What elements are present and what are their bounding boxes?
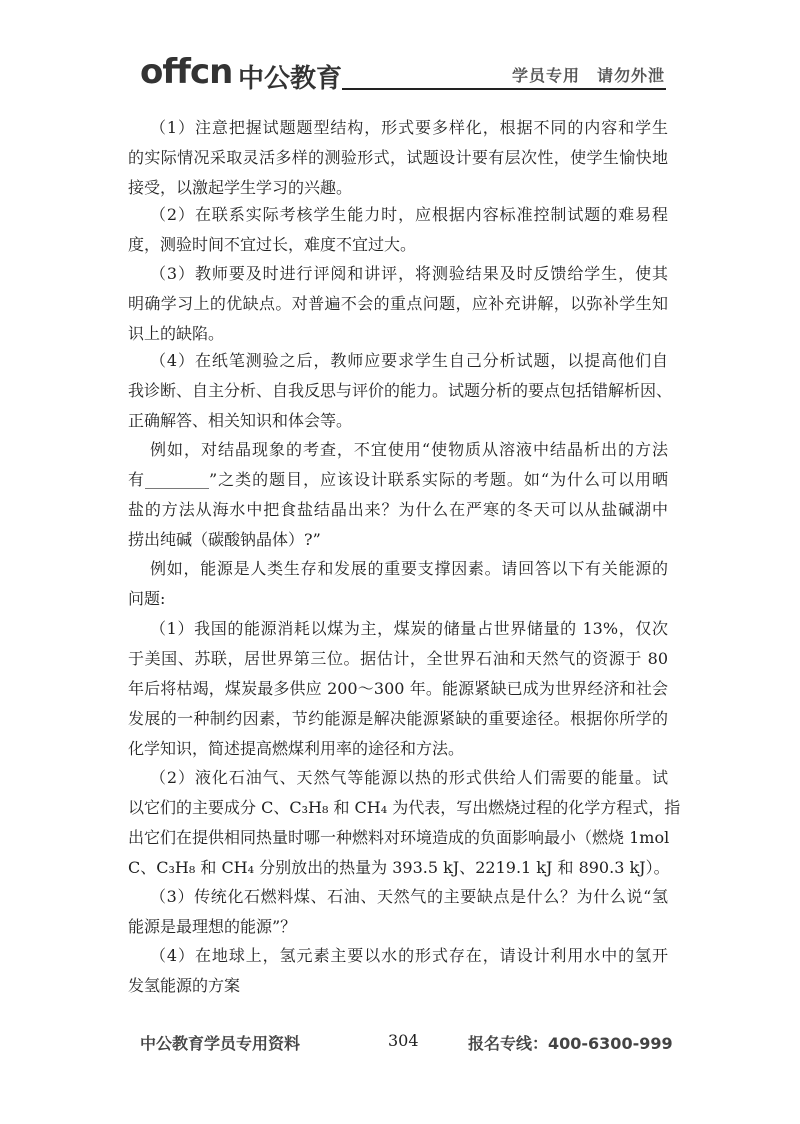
text-line: 发氢能源的方案 xyxy=(128,976,241,995)
text-line: （1）我国的能源消耗以煤为主，煤炭的储量占世界储量的 13%，仅次 xyxy=(150,619,668,638)
text-line: （4）在纸笔测验之后，教师应要求学生自己分析试题，以提高他们自 xyxy=(150,351,668,370)
text-line: 的实际情况采取灵活多样的测验形式，试题设计要有层次性，使学生愉快地 xyxy=(128,148,668,167)
text-line: C、C₃H₈ 和 CH₄ 分别放出的热量为 393.5 kJ、2219.1 kJ 和 890.3 kJ）。 xyxy=(128,858,670,877)
text-line: （2）在联系实际考核学生能力时，应根据内容标准控制试题的难易程 xyxy=(150,205,668,224)
logo-text: offcn xyxy=(140,52,233,92)
text-line: 明确学习上的优缺点。对普遍不会的重点问题，应补充讲解，以弥补学生知 xyxy=(128,294,668,313)
footer-left: 中公教育学员专用资料 xyxy=(140,1034,301,1053)
text-line: 接受，以激起学生学习的兴趣。 xyxy=(128,178,353,197)
text-line: （4）在地球上，氢元素主要以水的形式存在，请设计利用水中的氢开 xyxy=(150,946,668,965)
text-line: 年后将枯竭，煤炭最多供应 200～300 年。能源紧缺已成为世界经济和社会 xyxy=(128,679,668,698)
text-line: 正确解答、相关知识和体会等。 xyxy=(128,411,353,430)
text-line: 度，测验时间不宜过长，难度不宜过大。 xyxy=(128,235,417,254)
text-line: 盐的方法从海水中把食盐结晶出来？为什么在严寒的冬天可以从盐碱湖中 xyxy=(128,500,668,519)
text-line: （3）教师要及时进行评阅和讲评，将测验结果及时反馈给学生，使其 xyxy=(150,264,668,283)
text-line: 于美国、苏联，居世界第三位。据估计，全世界石油和天然气的资源于 80 xyxy=(128,649,668,668)
text-line: 识上的缺陷。 xyxy=(128,324,225,343)
brand-name: 中公教育 xyxy=(238,64,343,94)
footer-right: 报名专线：400-6300-999 xyxy=(468,1034,673,1053)
text-line: 发展的一种制约因素，节约能源是解决能源紧缺的重要途径。根据你所学的 xyxy=(128,709,668,728)
text-line: 出它们在提供相同热量时哪一种燃料对环境造成的负面影响最小（燃烧 1mol xyxy=(128,828,670,847)
text-line: 有________”之类的题目，应该设计联系实际的考题。如“为什么可以用晒 xyxy=(128,470,668,489)
header-notice: 学员专用 请勿外泄 xyxy=(512,66,666,85)
text-line: （3）传统化石燃料煤、石油、天然气的主要缺点是什么？为什么说“氢 xyxy=(150,887,668,906)
text-line: 能源是最理想的能源”？ xyxy=(128,917,297,936)
text-line: 问题: xyxy=(128,589,166,608)
page-number: 304 xyxy=(388,1031,419,1050)
text-line: 捞出纯碱（碳酸钠晶体）?” xyxy=(128,530,321,549)
text-line: 例如，对结晶现象的考查，不宜使用“使物质从溶液中结晶析出的方法 xyxy=(150,440,668,459)
text-line: （1）注意把握试题题型结构，形式要多样化，根据不同的内容和学生 xyxy=(150,118,668,137)
text-line: （2）液化石油气、天然气等能源以热的形式供给人们需要的能量。试 xyxy=(150,768,668,787)
text-line: 我诊断、自主分析、自我反思与评价的能力。试题分析的要点包括错解析因、 xyxy=(128,381,673,400)
text-line: 例如，能源是人类生存和发展的重要支撑因素。请回答以下有关能源的 xyxy=(150,559,668,578)
text-line: 化学知识，简述提高燃煤利用率的途径和方法。 xyxy=(128,739,465,758)
header-rule xyxy=(342,88,666,90)
text-line: 以它们的主要成分 C、C₃H₈ 和 CH₄ 为代表，写出燃烧过程的化学方程式，指 xyxy=(128,798,681,817)
